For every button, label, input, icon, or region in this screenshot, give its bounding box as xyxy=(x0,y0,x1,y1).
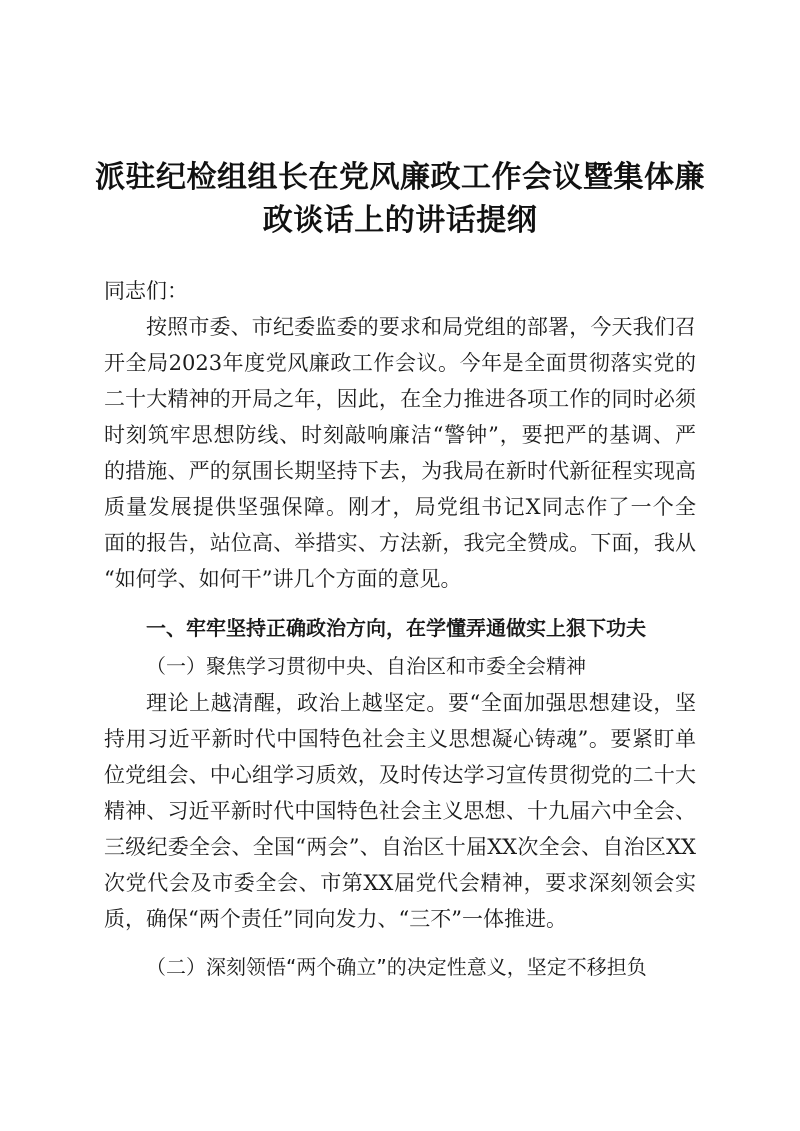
paragraph-line: 位党组会、中心组学习质效，及时传达学习宣传贯彻党的二十大 xyxy=(104,763,696,787)
paragraph-line: 持用习近平新时代中国特色社会主义思想凝心铸魂”。要紧盯单 xyxy=(104,727,696,751)
paragraph-line: 二十大精神的开局之年，因此，在全力推进各项工作的同时必须 xyxy=(104,387,696,411)
paragraph-line: 面的报告，站位高、举措实、方法新，我完全赞成。下面，我从 xyxy=(104,531,696,555)
paragraph-line: 理论上越清醒，政治上越坚定。要“全面加强思想建设，坚 xyxy=(146,691,696,715)
salutation: 同志们： xyxy=(104,279,188,303)
paragraph-line: 质，确保“两个责任”同向发力、“三不”一体推进。 xyxy=(104,907,567,931)
document-title-line-2: 政谈话上的讲话提纲 xyxy=(262,203,538,238)
paragraph-line: 三级纪委全会、全国“两会”、自治区十届XX次全会、自治区XX xyxy=(104,835,696,859)
section-heading-1: 一、牢牢坚持正确政治方向，在学懂弄通做实上狠下功夫 xyxy=(146,616,646,640)
document-title-line-1: 派驻纪检组组长在党风廉政工作会议暨集体廉 xyxy=(95,160,705,195)
paragraph-line: 次党代会及市委全会、市第XX届党代会精神，要求深刻领会实 xyxy=(104,871,696,895)
paragraph-line: 精神、习近平新时代中国特色社会主义思想、十九届六中全会、 xyxy=(104,799,696,823)
paragraph-line: 质量发展提供坚强保障。刚才，局党组书记X同志作了一个全 xyxy=(104,495,696,519)
paragraph-line: “如何学、如何干”讲几个方面的意见。 xyxy=(104,567,462,591)
paragraph-line: 按照市委、市纪委监委的要求和局党组的部署，今天我们召 xyxy=(146,315,696,339)
paragraph-line: 的措施、严的氛围长期坚持下去，为我局在新时代新征程实现高 xyxy=(104,459,696,483)
paragraph-line: 时刻筑牢思想防线、时刻敲响廉洁“警钟”，要把严的基调、严 xyxy=(104,423,696,447)
subsection-heading-2: （二）深刻领悟“两个确立”的决定性意义，坚定不移担负 xyxy=(146,955,647,979)
paragraph-line: 开全局2023年度党风廉政工作会议。今年是全面贯彻落实党的 xyxy=(104,351,696,375)
subsection-heading-1: （一）聚焦学习贯彻中央、自治区和市委全会精神 xyxy=(146,654,586,678)
